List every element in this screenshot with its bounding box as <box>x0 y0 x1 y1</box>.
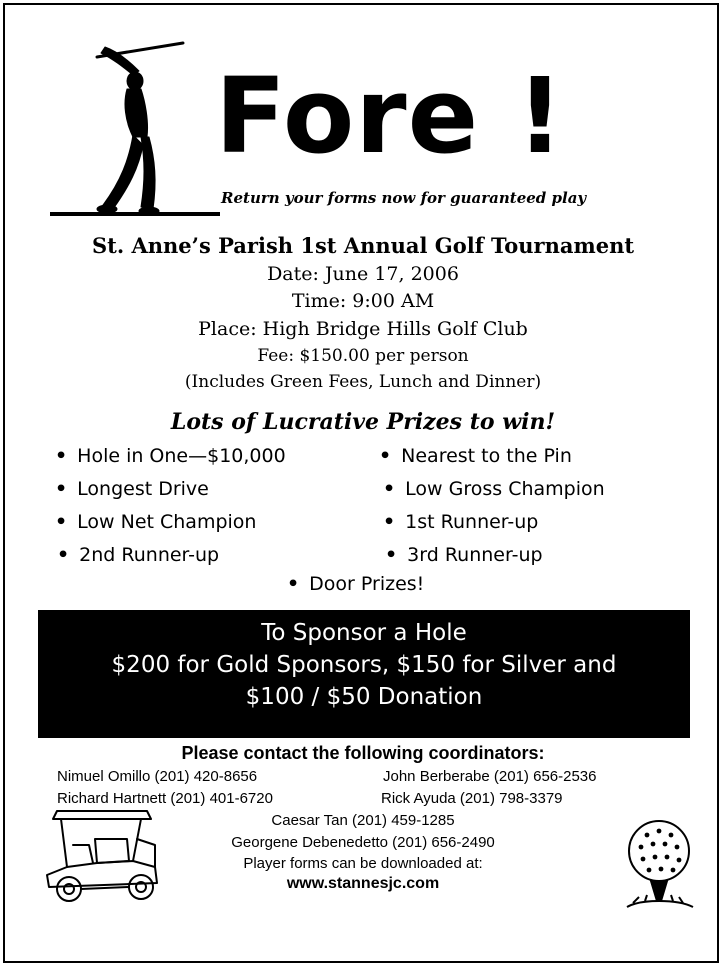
golf-ball-on-tee-icon <box>617 817 701 913</box>
flyer-page <box>3 3 719 963</box>
golfer-silhouette-icon <box>83 41 233 219</box>
prize-item: • 1st Runner-up <box>383 511 539 533</box>
sponsor-donation: $100 / $50 Donation <box>245 684 483 710</box>
contact-person: Rick Ayuda (201) 798-3379 <box>381 790 563 807</box>
event-time: Time: 9:00 AM <box>291 290 435 312</box>
bullet-icon: • <box>379 445 392 467</box>
prizes-heading: Lots of Lucrative Prizes to win! <box>170 409 556 435</box>
event-place: Place: High Bridge Hills Golf Club <box>198 318 528 340</box>
bullet-icon: • <box>55 478 68 500</box>
flyer-title: Fore ! <box>215 55 565 177</box>
bullet-icon: • <box>383 478 396 500</box>
event-title: St. Anne’s Parish 1st Annual Golf Tournament <box>91 233 635 258</box>
prize-item: • 2nd Runner-up <box>57 544 220 566</box>
event-date: Date: June 17, 2006 <box>267 263 459 285</box>
bullet-icon: • <box>385 544 398 566</box>
forms-note: Player forms can be downloaded at: <box>243 855 483 872</box>
prize-item: • Low Net Champion <box>55 511 257 533</box>
bullet-icon: • <box>287 573 300 595</box>
prize-item: • 3rd Runner-up <box>385 544 543 566</box>
bullet-icon: • <box>55 445 68 467</box>
website-link[interactable]: www.stannesjc.com <box>286 875 440 892</box>
sponsor-heading: To Sponsor a Hole <box>261 620 467 646</box>
prize-item: • Nearest to the Pin <box>379 445 572 467</box>
tagline: Return your forms now for guaranteed play <box>221 189 587 207</box>
contact-person: Caesar Tan (201) 459-1285 <box>271 812 455 829</box>
prize-item: • Door Prizes! <box>287 573 425 595</box>
contacts-heading: Please contact the following coordinators: <box>181 743 545 763</box>
bullet-icon: • <box>383 511 396 533</box>
sponsor-tiers: $200 for Gold Sponsors, $150 for Silver and <box>111 652 617 678</box>
sponsor-box <box>38 610 690 738</box>
event-fee: Fee: $150.00 per person <box>257 346 469 366</box>
bullet-icon: • <box>55 511 68 533</box>
title-underline <box>50 212 220 216</box>
prize-item: • Longest Drive <box>55 478 209 500</box>
contact-person: John Berberabe (201) 656-2536 <box>383 768 597 785</box>
event-includes: (Includes Green Fees, Lunch and Dinner) <box>184 372 542 392</box>
contact-person: Richard Hartnett (201) 401-6720 <box>57 790 273 807</box>
prize-item: • Hole in One—$10,000 <box>55 445 286 467</box>
prize-item: • Low Gross Champion <box>383 478 605 500</box>
bullet-icon: • <box>57 544 70 566</box>
contact-person: Nimuel Omillo (201) 420-8656 <box>57 768 258 785</box>
contact-person: Georgene Debenedetto (201) 656-2490 <box>231 834 495 851</box>
golf-cart-icon <box>37 805 169 909</box>
